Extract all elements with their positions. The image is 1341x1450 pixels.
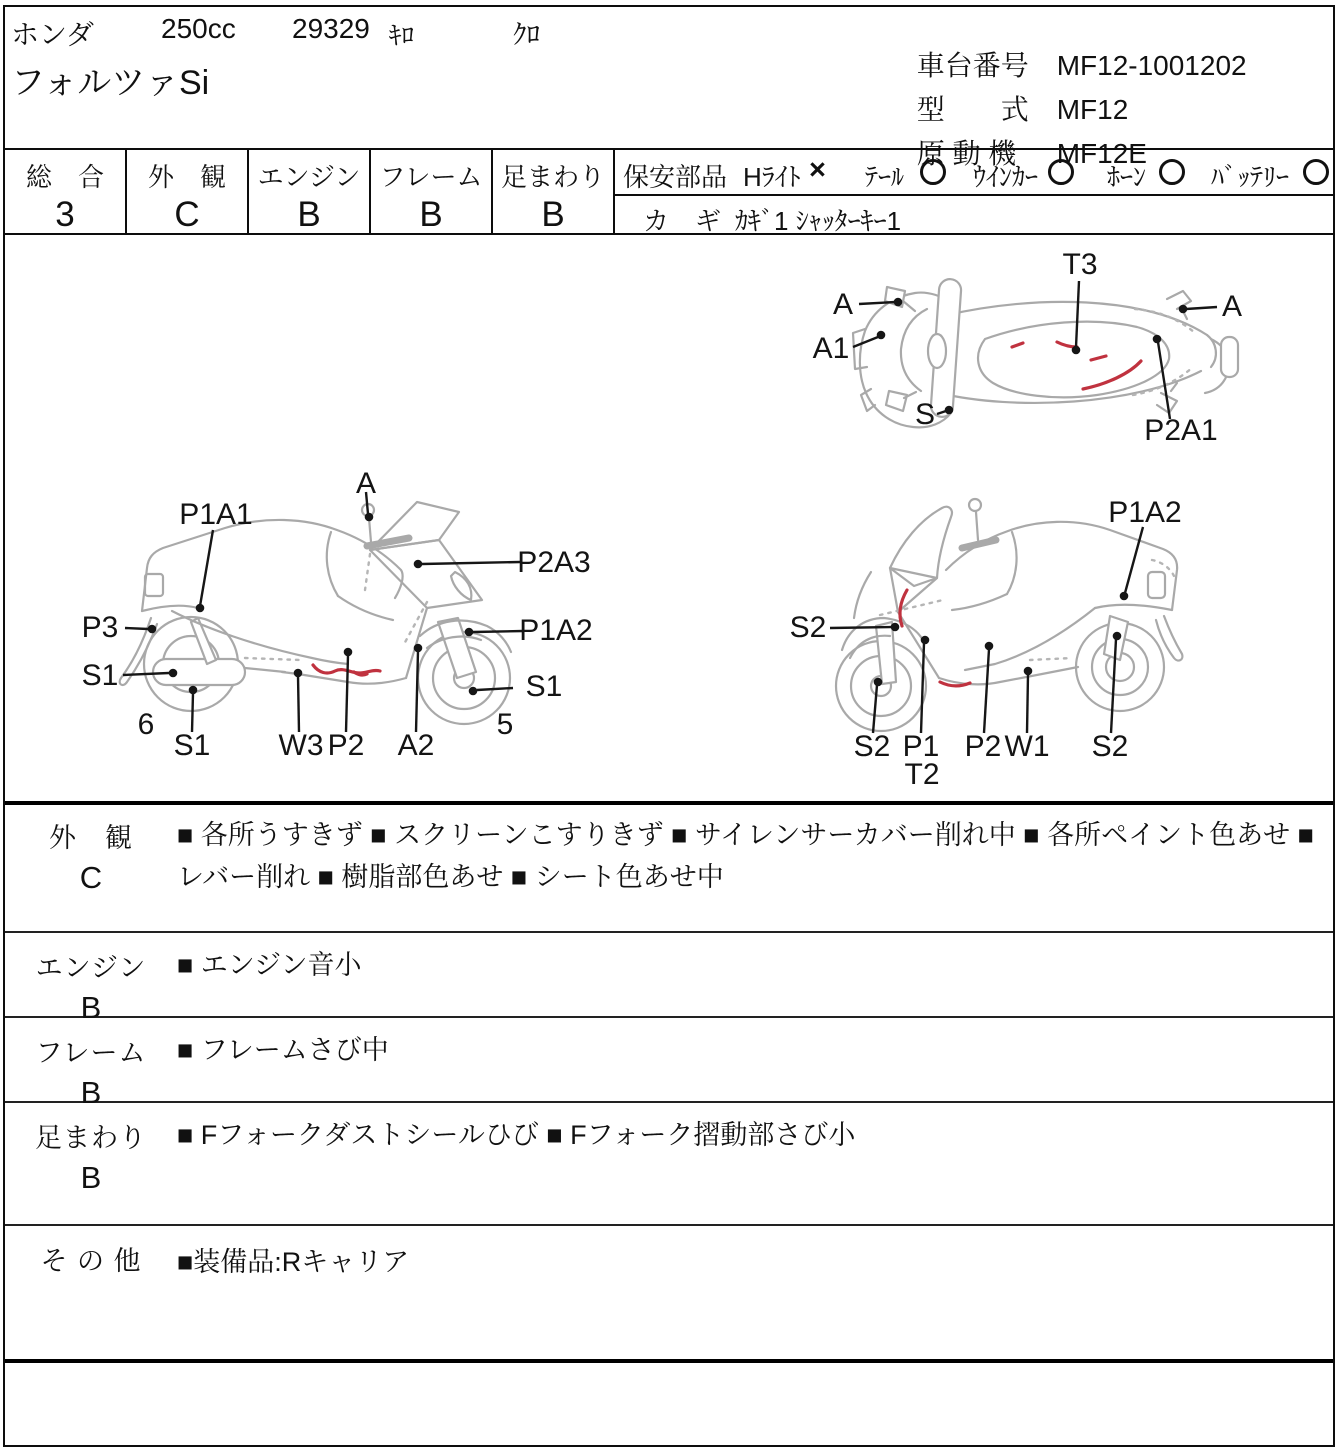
section-other-notes: ■装備品:Rキャリア [177, 1247, 410, 1277]
safety-item-winker: ｳｲﾝｶｰ [973, 162, 1039, 192]
grade-row [5, 148, 1333, 235]
section-undercarriage [5, 1105, 1333, 1226]
section-undercarriage-label: 足まわり [35, 1123, 147, 1153]
damage-label-s2-rear: S2 [1091, 730, 1129, 763]
damage-label-a2: A2 [397, 729, 435, 762]
tail-ok-icon [920, 159, 946, 185]
damage-diagram [5, 235, 1333, 805]
chassis-value: MF12-1001202 [1056, 50, 1247, 81]
grade-undercarriage [493, 150, 615, 233]
grade-exterior [127, 150, 249, 233]
section-frame-grade: B [80, 1075, 102, 1110]
damage-label-p2a1: P2A1 [1144, 414, 1218, 447]
section-engine-label: エンジン [35, 953, 147, 983]
damage-label-a-left: A [832, 288, 854, 321]
grade-exterior-value: C [174, 195, 200, 234]
grade-overall-value: 3 [55, 195, 75, 234]
grade-overall [5, 150, 127, 233]
key-label: カ ギ [643, 206, 722, 236]
headlight-x-icon: × [809, 154, 826, 186]
grade-overall-label: 総 合 [25, 162, 104, 192]
damage-label-s1-muffler: S1 [81, 659, 119, 692]
damage-label-s2-front-wheel: S2 [853, 730, 891, 763]
damage-label-p2-left: P2 [327, 729, 365, 762]
engine-value: MF12E [1056, 138, 1147, 169]
grade-frame-label: フレーム [379, 162, 483, 192]
maker-name: ホンダ [11, 19, 94, 50]
safety-parts-box [615, 150, 1333, 236]
safety-item-battery: ﾊﾞｯﾃﾘｰ [1211, 162, 1290, 192]
battery-ok-icon [1303, 159, 1329, 185]
safety-item-headlight: Hﾗｲﾄ [743, 162, 801, 192]
damage-label-p1a2-left: P1A2 [519, 614, 593, 647]
section-exterior-notes: ■ 各所うすきず ■ スクリーンこすりきず ■ サイレンサーカバー削れ中 ■ 各所ペイント色あせ ■ レバー削れ ■ 樹脂部色あせ ■ シート色あせ中 [177, 820, 1314, 892]
damage-label-a1: A1 [812, 332, 850, 365]
safety-item-horn: ﾎｰﾝ [1107, 162, 1147, 192]
section-frame-label: フレーム [35, 1038, 147, 1068]
chassis-label: 車台番号 [916, 50, 1029, 81]
header [5, 7, 1333, 169]
tread-depth-rear: 6 [137, 708, 155, 741]
grade-frame [371, 150, 493, 233]
damage-label-p2a3: P2A3 [517, 546, 591, 579]
damage-label-p1a1: P1A1 [179, 498, 253, 531]
section-frame-notes: ■ フレームさび中 [177, 1035, 389, 1065]
section-exterior [5, 805, 1333, 933]
model-name: フォルツァSi [11, 64, 210, 102]
section-other [5, 1228, 1333, 1359]
color-code: ｸﾛ [513, 20, 540, 50]
grade-undercarriage-value: B [541, 195, 565, 234]
key-value: ｶｷﾞ1 ｼｬｯﾀｰｷｰ1 [735, 206, 902, 236]
section-engine-head [5, 935, 177, 1026]
damage-label-w3: W3 [278, 729, 324, 762]
grade-exterior-label: 外 観 [147, 162, 226, 192]
section-undercarriage-head [5, 1105, 177, 1196]
displacement: 250cc [161, 13, 236, 44]
section-engine [5, 935, 1333, 1025]
section-undercarriage-notes: ■ Fフォークダストシールひび ■ Fフォーク摺動部さび小 [177, 1120, 856, 1150]
safety-item-tail: ﾃｰﾙ [865, 162, 905, 192]
section-engine-grade: B [80, 990, 102, 1025]
section-other-head [5, 1228, 177, 1278]
grade-engine-value: B [297, 195, 321, 234]
damage-label-a: A [355, 467, 377, 500]
damage-label-p1a2-right: P1A2 [1108, 496, 1182, 529]
damage-label-s1-front: S1 [525, 670, 563, 703]
damage-label-s1-rear: S1 [173, 729, 211, 762]
tread-depth-front: 5 [496, 708, 514, 741]
damage-label-p2-right: P2 [964, 730, 1002, 763]
grade-frame-value: B [419, 195, 443, 234]
section-other-label: そ の 他 [40, 1246, 142, 1276]
damage-label-p1: P1 [902, 730, 940, 763]
mileage-unit: ｷﾛ [389, 22, 415, 50]
horn-ok-icon [1159, 159, 1185, 185]
damage-label-t3: T3 [1062, 248, 1098, 281]
damage-label-s2-upper: S2 [789, 611, 827, 644]
section-frame-head [5, 1020, 177, 1111]
type-value: MF12 [1056, 94, 1129, 125]
section-undercarriage-grade: B [80, 1160, 102, 1195]
section-engine-notes: ■ エンジン音小 [177, 950, 362, 980]
safety-title: 保安部品 [623, 162, 728, 192]
grade-engine-label: エンジン [257, 162, 361, 192]
engine-label: 原 動 機 [916, 138, 1017, 169]
remarks-empty-box [5, 1359, 1333, 1444]
type-label: 型 式 [916, 94, 1029, 125]
damage-label-w1: W1 [1004, 730, 1050, 763]
damage-label-s: S [914, 398, 936, 431]
damage-label-t2: T2 [904, 758, 940, 791]
section-exterior-grade: C [79, 860, 103, 895]
section-exterior-label: 外 観 [49, 823, 133, 853]
damage-label-p3: P3 [81, 611, 119, 644]
auction-sheet [3, 5, 1335, 1447]
damage-label-a-right: A [1221, 290, 1243, 323]
key-row [615, 196, 1333, 236]
grade-undercarriage-label: 足まわり [500, 162, 605, 192]
mileage-value: 29329 [292, 13, 370, 44]
safety-parts-row [615, 150, 1333, 196]
winker-ok-icon [1048, 159, 1074, 185]
section-frame [5, 1020, 1333, 1110]
grade-engine [249, 150, 371, 233]
section-exterior-head [5, 805, 177, 896]
